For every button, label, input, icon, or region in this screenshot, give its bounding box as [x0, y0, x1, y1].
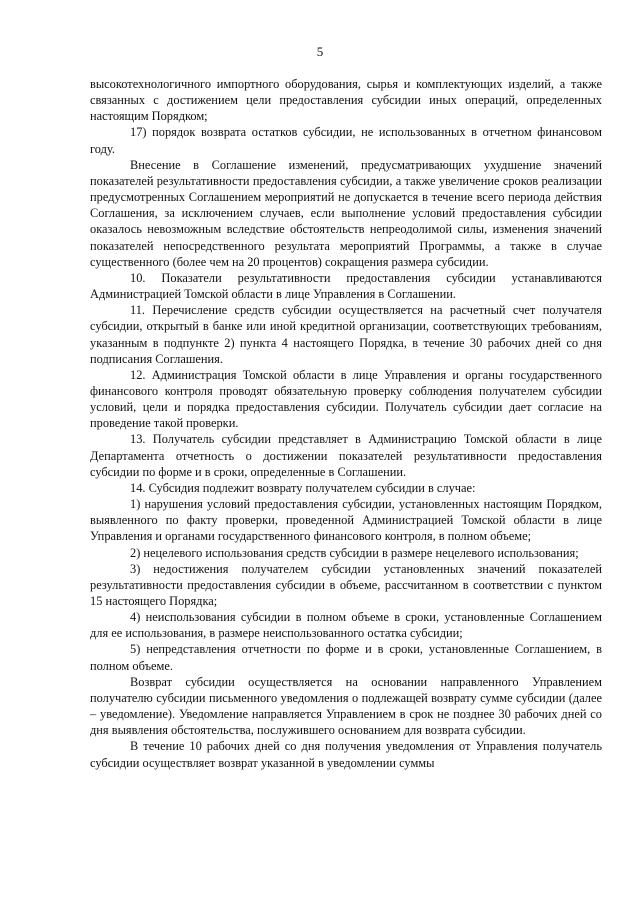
page-number: 5: [316, 44, 324, 59]
list-item: 5) непредставления отчетности по форме и в сроки, установленные Соглашением, в полном объеме.: [90, 642, 602, 673]
list-item: 2) нецелевого использования средств субсидии в размере нецелевого использования;: [130, 545, 579, 560]
paragraph: 11. Перечисление средств субсидии осуществляется на расчетный счет получателя субсидии, открытый в банке или иной кредитной организации, соответствующих требованиям, указанным в подпункте 2) пункта 4 настоящего Порядка, в течение 30 рабочих дней со дня подписания Соглашения.: [90, 303, 602, 366]
list-item: 4) неиспользования субсидии в полном объеме в сроки, установленные Соглашением для ее использования, в размере неиспользованного остатка субсидии;: [90, 610, 602, 641]
paragraph: В течение 10 рабочих дней со дня получения уведомления от Управления получатель субсидии осуществляет возврат указанной в уведомлении суммы: [90, 739, 602, 770]
document-body: [90, 76, 602, 771]
paragraph: высокотехнологичного импортного оборудования, сырья и комплектующих изделий, а также связанных с достижением цели предоставления субсидии иных операций, определенных настоящим Порядком;: [90, 77, 602, 124]
paragraph: 12. Администрация Томской области в лице Управления и органы государственного финансового контроля проводят обязательную проверку соблюдения получателем субсидии условий, цели и порядка предоставления субсидии. Получатель субсидии дает согласие на проведение такой проверки.: [90, 367, 602, 431]
list-item: 3) недостижения получателем субсидии установленных значений показателей результативности предоставления субсидии в объеме, рассчитанном в соответствии с пунктом 15 настоящего Порядка;: [90, 561, 602, 608]
paragraph: Возврат субсидии осуществляется на основании направленного Управлением получателю субсидии письменного уведомления о подлежащей возврату сумме субсидии (далее – уведомление). Уведомление направляется Управлением в срок не позднее 30 рабочих дней со дня выявления обстоятельства, послужившего основанием для возврата субсидии.: [90, 674, 602, 738]
paragraph: Внесение в Соглашение изменений, предусматривающих ухудшение значений показателей результативности предоставления субсидии, а также увеличение сроков реализации предусмотренных Соглашением мероприятий не допускается в течение всего периода действия Соглашения, за исключением случаев, если выполнение условий предоставления субсидии оказалось невозможным вследствие обстоятельств непреодолимой силы, изменения значений показателей непосредственного результата мероприятий Программы, а также в случае существенного (более чем на 20 процентов) сокращения размера субсидии.: [90, 157, 602, 269]
list-item: 1) нарушения условий предоставления субсидии, установленных настоящим Порядком, выявленного по факту проверки, проведенной Администрацией Томской области в лице Управления и органами государственного финансового контроля, в полном объеме;: [90, 497, 602, 544]
paragraph: 10. Показатели результативности предоставления субсидии устанавливаются Администрацией Томской области в лице Управления в Соглашении.: [90, 270, 602, 302]
paragraph: 14. Субсидия подлежит возврату получателем субсидии в случае:: [130, 480, 476, 495]
paragraph: 13. Получатель субсидии представляет в Администрацию Томской области в лице Департамента отчетность о достижении показателей результативности предоставления субсидии по форме и в сроки, определенные в Соглашении.: [90, 432, 602, 479]
paragraph: 17) порядок возврата остатков субсидии, не использованных в отчетном финансовом году.: [90, 125, 602, 156]
